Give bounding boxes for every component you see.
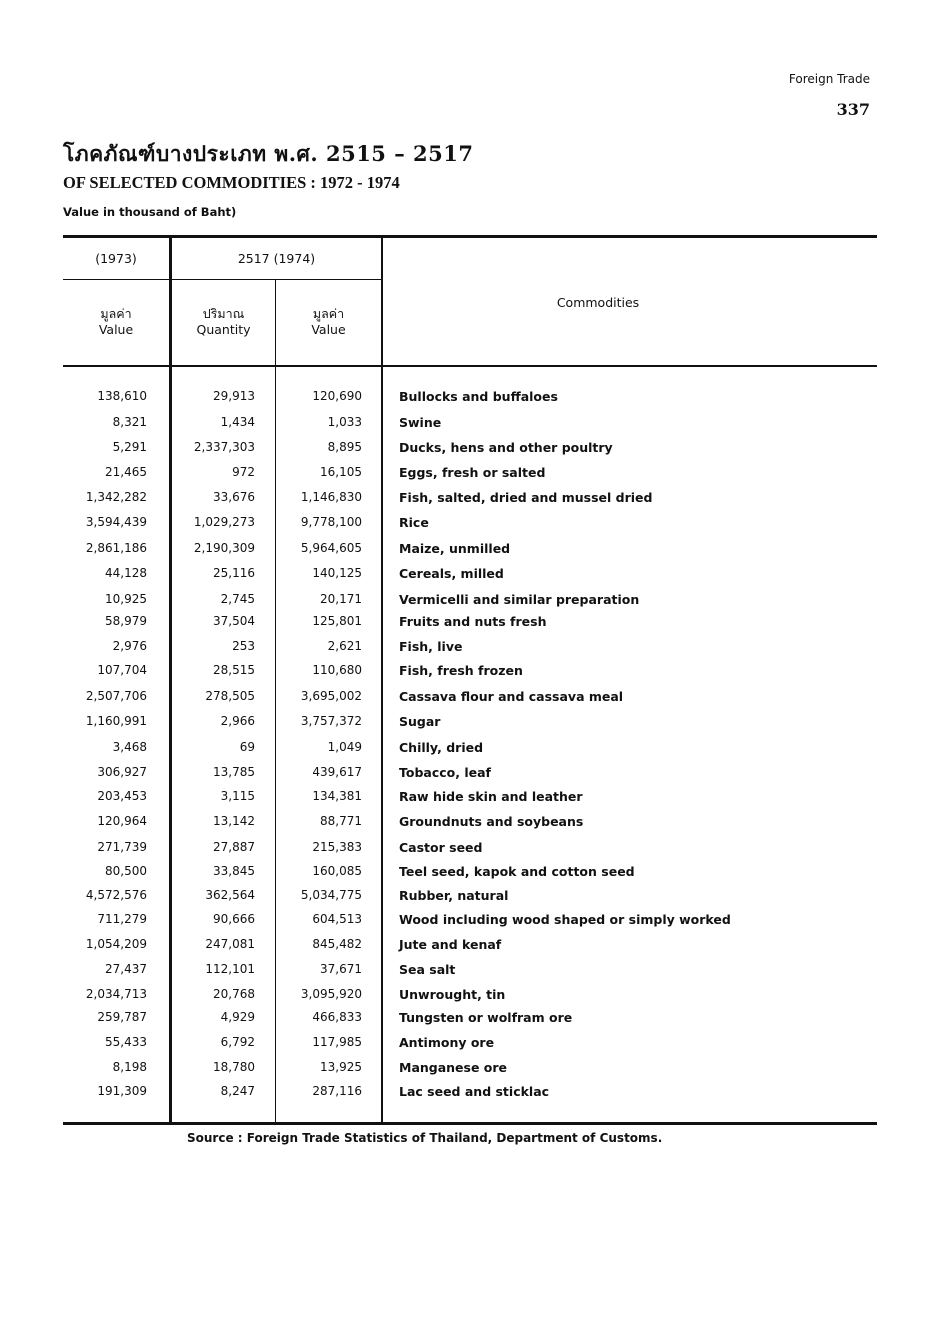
cell-value-1973: 2,976 bbox=[112, 639, 147, 653]
header-value-en: Value bbox=[98, 322, 134, 337]
cell-quantity-1974: 972 bbox=[232, 465, 255, 479]
cell-value-1974: 2,621 bbox=[327, 639, 362, 653]
cell-value-1973: 8,198 bbox=[112, 1060, 147, 1074]
table-row bbox=[0, 1060, 941, 1082]
cell-value-1974: 110,680 bbox=[312, 663, 362, 677]
table-row bbox=[0, 987, 941, 1009]
header-quantity-en: Quantity bbox=[196, 322, 251, 337]
header-quantity-1974 bbox=[172, 306, 275, 338]
cell-value-1974: 3,695,002 bbox=[300, 689, 362, 703]
cell-value-1973: 711,279 bbox=[97, 912, 147, 926]
cell-quantity-1974: 2,190,309 bbox=[193, 541, 255, 555]
cell-value-1973: 1,160,991 bbox=[85, 714, 147, 728]
cell-value-1973: 2,861,186 bbox=[85, 541, 147, 555]
table-row bbox=[0, 465, 941, 487]
cell-value-1974: 604,513 bbox=[312, 912, 362, 926]
cell-quantity-1974: 4,929 bbox=[220, 1010, 255, 1024]
cell-commodity: Ducks, hens and other poultry bbox=[399, 440, 613, 455]
cell-commodity: Fish, live bbox=[399, 639, 463, 654]
cell-value-1973: 80,500 bbox=[105, 864, 147, 878]
cell-value-1974: 287,116 bbox=[312, 1084, 362, 1098]
cell-value-1974: 1,033 bbox=[327, 415, 362, 429]
header-year-2517-1974: 2517 (1974) bbox=[237, 251, 316, 266]
cell-commodity: Fruits and nuts fresh bbox=[399, 614, 547, 629]
cell-commodity: Bullocks and buffaloes bbox=[399, 389, 558, 404]
cell-commodity: Cereals, milled bbox=[399, 566, 504, 581]
cell-quantity-1974: 2,337,303 bbox=[193, 440, 255, 454]
table-row bbox=[0, 566, 941, 588]
cell-quantity-1974: 362,564 bbox=[205, 888, 255, 902]
cell-quantity-1974: 13,785 bbox=[213, 765, 255, 779]
cell-quantity-1974: 1,029,273 bbox=[193, 515, 255, 529]
header-value-1973 bbox=[63, 306, 169, 338]
cell-value-1974: 3,757,372 bbox=[300, 714, 362, 728]
cell-quantity-1974: 20,768 bbox=[213, 987, 255, 1001]
cell-value-1973: 138,610 bbox=[97, 389, 147, 403]
cell-quantity-1974: 25,116 bbox=[213, 566, 255, 580]
cell-value-1973: 120,964 bbox=[97, 814, 147, 828]
table-row bbox=[0, 689, 941, 711]
table-row bbox=[0, 389, 941, 411]
table-row bbox=[0, 937, 941, 959]
cell-commodity: Tungsten or wolfram ore bbox=[399, 1010, 573, 1025]
cell-commodity: Tobacco, leaf bbox=[399, 765, 491, 780]
table-row bbox=[0, 888, 941, 910]
cell-value-1974: 439,617 bbox=[312, 765, 362, 779]
page-number: 337 bbox=[836, 100, 870, 119]
cell-quantity-1974: 18,780 bbox=[213, 1060, 255, 1074]
cell-commodity: Rubber, natural bbox=[399, 888, 509, 903]
table-row bbox=[0, 912, 941, 934]
cell-commodity: Groundnuts and soybeans bbox=[399, 814, 584, 829]
table-row bbox=[0, 864, 941, 886]
cell-value-1974: 13,925 bbox=[320, 1060, 362, 1074]
title-thai: โภคภัณฑ์บางประเภท พ.ศ. 2515 – 2517 bbox=[63, 141, 474, 166]
table-row bbox=[0, 962, 941, 984]
table-row bbox=[0, 765, 941, 787]
cell-value-1974: 5,034,775 bbox=[300, 888, 362, 902]
cell-value-1973: 203,453 bbox=[97, 789, 147, 803]
cell-value-1974: 20,171 bbox=[320, 592, 362, 606]
table-row bbox=[0, 490, 941, 512]
cell-value-1973: 306,927 bbox=[97, 765, 147, 779]
cell-quantity-1974: 28,515 bbox=[213, 663, 255, 677]
cell-value-1974: 3,095,920 bbox=[300, 987, 362, 1001]
cell-value-1974: 16,105 bbox=[320, 465, 362, 479]
cell-commodity: Antimony ore bbox=[399, 1035, 495, 1050]
cell-value-1973: 21,465 bbox=[105, 465, 147, 479]
cell-commodity: Lac seed and sticklac bbox=[399, 1084, 550, 1099]
header-value2-thai: มูลค่า bbox=[312, 306, 345, 321]
cell-quantity-1974: 33,845 bbox=[213, 864, 255, 878]
table-top-rule bbox=[63, 235, 877, 238]
cell-quantity-1974: 29,913 bbox=[213, 389, 255, 403]
cell-value-1974: 466,833 bbox=[312, 1010, 362, 1024]
cell-quantity-1974: 37,504 bbox=[213, 614, 255, 628]
cell-quantity-1974: 247,081 bbox=[205, 937, 255, 951]
cell-commodity: Teel seed, kapok and cotton seed bbox=[399, 864, 635, 879]
running-header: Foreign Trade bbox=[788, 72, 870, 86]
cell-commodity: Swine bbox=[399, 415, 442, 430]
cell-value-1973: 2,507,706 bbox=[85, 689, 147, 703]
table-row bbox=[0, 541, 941, 563]
cell-commodity: Eggs, fresh or salted bbox=[399, 465, 546, 480]
cell-value-1973: 10,925 bbox=[105, 592, 147, 606]
cell-commodity: Raw hide skin and leather bbox=[399, 789, 583, 804]
cell-quantity-1974: 13,142 bbox=[213, 814, 255, 828]
cell-value-1974: 140,125 bbox=[312, 566, 362, 580]
cell-value-1973: 191,309 bbox=[97, 1084, 147, 1098]
table-bottom-rule bbox=[63, 1122, 877, 1125]
cell-value-1973: 27,437 bbox=[105, 962, 147, 976]
table-row bbox=[0, 1010, 941, 1032]
cell-value-1973: 1,054,209 bbox=[85, 937, 147, 951]
cell-commodity: Sea salt bbox=[399, 962, 456, 977]
cell-value-1973: 58,979 bbox=[105, 614, 147, 628]
cell-commodity: Fish, fresh frozen bbox=[399, 663, 523, 678]
cell-value-1973: 259,787 bbox=[97, 1010, 147, 1024]
cell-commodity: Fish, salted, dried and mussel dried bbox=[399, 490, 653, 505]
cell-commodity: Chilly, dried bbox=[399, 740, 484, 755]
year-group-rule bbox=[63, 279, 381, 280]
cell-value-1973: 44,128 bbox=[105, 566, 147, 580]
header-value2-en: Value bbox=[311, 322, 346, 337]
table-row bbox=[0, 714, 941, 736]
header-value-thai: มูลค่า bbox=[100, 306, 132, 321]
unit-note: Value in thousand of Baht) bbox=[63, 205, 237, 219]
cell-quantity-1974: 33,676 bbox=[213, 490, 255, 504]
header-year-1973: (1973) bbox=[95, 251, 137, 266]
cell-quantity-1974: 278,505 bbox=[205, 689, 255, 703]
cell-commodity: Maize, unmilled bbox=[399, 541, 511, 556]
cell-value-1973: 5,291 bbox=[112, 440, 147, 454]
cell-value-1974: 845,482 bbox=[312, 937, 362, 951]
cell-quantity-1974: 8,247 bbox=[220, 1084, 255, 1098]
table-row bbox=[0, 592, 941, 614]
cell-quantity-1974: 3,115 bbox=[220, 789, 255, 803]
cell-value-1974: 1,049 bbox=[327, 740, 362, 754]
cell-value-1974: 5,964,605 bbox=[300, 541, 362, 555]
cell-value-1973: 55,433 bbox=[105, 1035, 147, 1049]
table-row bbox=[0, 639, 941, 661]
cell-value-1974: 120,690 bbox=[312, 389, 362, 403]
cell-quantity-1974: 253 bbox=[232, 639, 255, 653]
cell-value-1974: 88,771 bbox=[320, 814, 362, 828]
cell-value-1974: 37,671 bbox=[320, 962, 362, 976]
table-row bbox=[0, 614, 941, 636]
cell-commodity: Sugar bbox=[399, 714, 441, 729]
header-quantity-thai: ปริมาณ bbox=[202, 306, 245, 321]
cell-commodity: Cassava flour and cassava meal bbox=[399, 689, 624, 704]
cell-value-1974: 1,146,830 bbox=[300, 490, 362, 504]
table-row bbox=[0, 515, 941, 537]
table-row bbox=[0, 814, 941, 836]
cell-commodity: Unwrought, tin bbox=[399, 987, 506, 1002]
cell-commodity: Manganese ore bbox=[399, 1060, 508, 1075]
cell-value-1974: 215,383 bbox=[312, 840, 362, 854]
table-row bbox=[0, 840, 941, 862]
source-note: Source : Foreign Trade Statistics of Thailand, Department of Customs. bbox=[187, 1131, 663, 1145]
cell-commodity: Rice bbox=[399, 515, 429, 530]
title-english: OF SELECTED COMMODITIES : 1972 - 1974 bbox=[63, 173, 400, 192]
cell-quantity-1974: 6,792 bbox=[220, 1035, 255, 1049]
header-value-1974 bbox=[276, 306, 381, 338]
cell-commodity: Castor seed bbox=[399, 840, 483, 855]
cell-commodity: Wood including wood shaped or simply worked bbox=[399, 912, 731, 927]
header-bottom-rule bbox=[63, 365, 877, 367]
table-row bbox=[0, 1035, 941, 1057]
cell-value-1973: 271,739 bbox=[97, 840, 147, 854]
cell-value-1973: 3,594,439 bbox=[85, 515, 147, 529]
cell-quantity-1974: 2,966 bbox=[220, 714, 255, 728]
table-row bbox=[0, 740, 941, 762]
cell-quantity-1974: 112,101 bbox=[205, 962, 255, 976]
cell-value-1974: 8,895 bbox=[327, 440, 362, 454]
cell-value-1973: 8,321 bbox=[112, 415, 147, 429]
cell-value-1973: 107,704 bbox=[97, 663, 147, 677]
cell-quantity-1974: 90,666 bbox=[213, 912, 255, 926]
cell-commodity: Jute and kenaf bbox=[399, 937, 502, 952]
table-row bbox=[0, 1084, 941, 1106]
cell-value-1973: 1,342,282 bbox=[85, 490, 147, 504]
table-row bbox=[0, 663, 941, 685]
cell-value-1974: 9,778,100 bbox=[300, 515, 362, 529]
table-row bbox=[0, 415, 941, 437]
cell-value-1974: 125,801 bbox=[312, 614, 362, 628]
cell-quantity-1974: 1,434 bbox=[220, 415, 255, 429]
cell-value-1973: 3,468 bbox=[112, 740, 147, 754]
cell-quantity-1974: 2,745 bbox=[220, 592, 255, 606]
table-row bbox=[0, 789, 941, 811]
cell-quantity-1974: 27,887 bbox=[213, 840, 255, 854]
cell-value-1974: 160,085 bbox=[312, 864, 362, 878]
cell-commodity: Vermicelli and similar preparation bbox=[399, 592, 640, 607]
table-row bbox=[0, 440, 941, 462]
cell-value-1973: 2,034,713 bbox=[85, 987, 147, 1001]
cell-value-1974: 134,381 bbox=[312, 789, 362, 803]
cell-quantity-1974: 69 bbox=[239, 740, 255, 754]
cell-value-1973: 4,572,576 bbox=[85, 888, 147, 902]
cell-value-1974: 117,985 bbox=[312, 1035, 362, 1049]
header-commodities: Commodities bbox=[556, 295, 640, 310]
